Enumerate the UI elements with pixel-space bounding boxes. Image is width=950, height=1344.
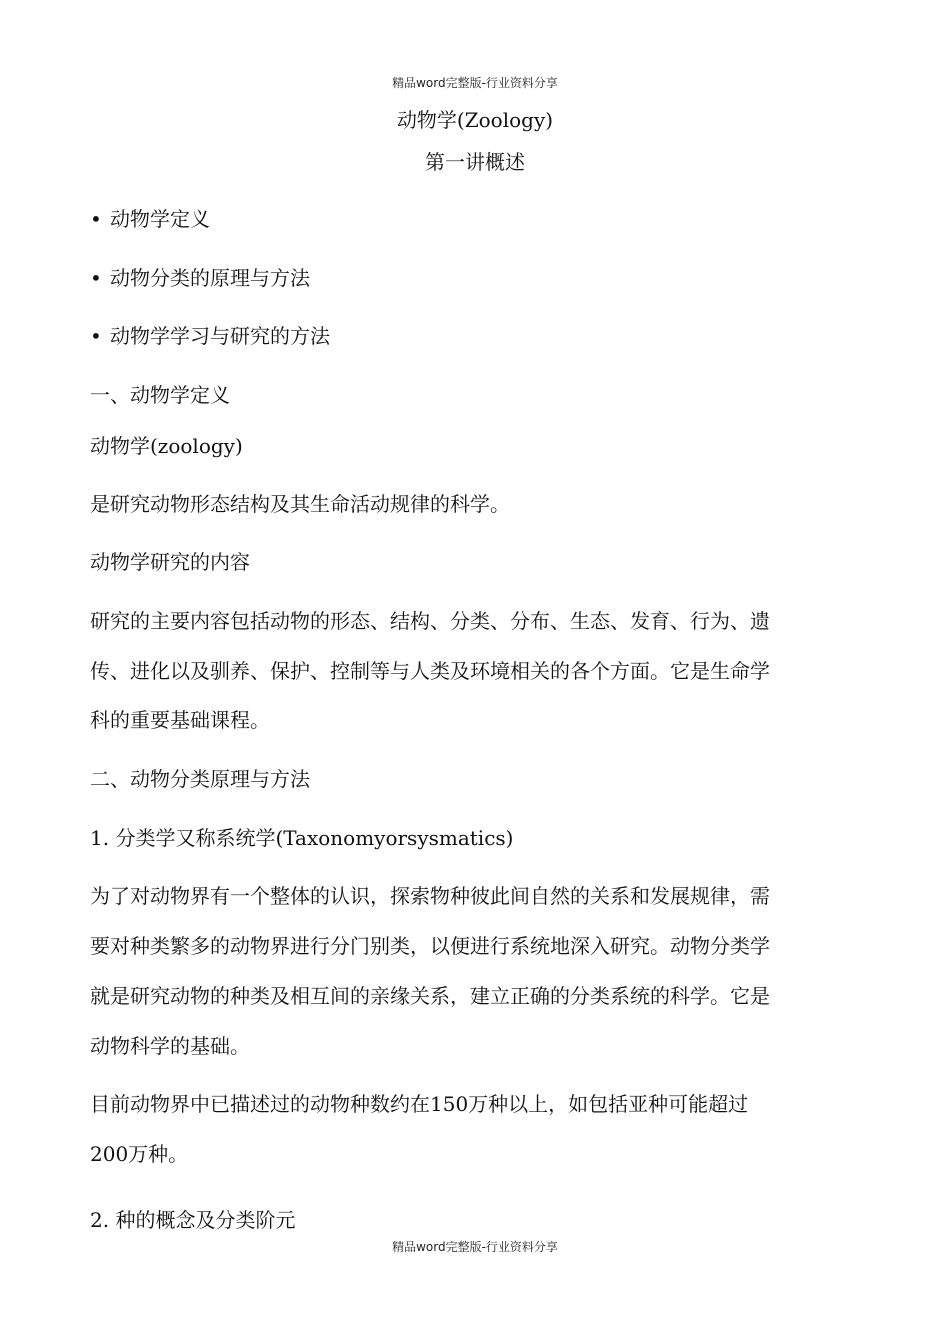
numbered-item: 1. 分类学又称系统学(Taxonomyorsysmatics) bbox=[90, 826, 514, 850]
paragraph-line: 动物科学的基础。 bbox=[90, 1034, 250, 1058]
paragraph-line: 200万种。 bbox=[90, 1142, 189, 1166]
subheading: 动物学研究的内容 bbox=[90, 550, 250, 574]
paragraph-line: 传、进化以及驯养、保护、控制等与人类及环境相关的各个方面。它是生命学 bbox=[90, 659, 770, 683]
bullet-text: 动物分类的原理与方法 bbox=[110, 266, 310, 290]
term-line: 动物学(zoology) bbox=[90, 434, 243, 458]
bullet-item bbox=[90, 262, 310, 291]
paragraph-line: 目前动物界中已描述过的动物种数约在150万种以上，如包括亚种可能超过 bbox=[90, 1092, 749, 1116]
paragraph-line: 研究的主要内容包括动物的形态、结构、分类、分布、生态、发育、行为、遗 bbox=[90, 609, 770, 633]
section-heading: 二、动物分类原理与方法 bbox=[90, 767, 310, 791]
lecture-title: 第一讲概述 bbox=[425, 150, 525, 174]
bullet-text: 动物学学习与研究的方法 bbox=[110, 324, 330, 348]
paragraph-line: 就是研究动物的种类及相互间的亲缘关系，建立正确的分类系统的科学。它是 bbox=[90, 984, 770, 1008]
paragraph-line: 要对种类繁多的动物界进行分门别类，以便进行系统地深入研究。动物分类学 bbox=[90, 934, 770, 958]
document-title: 动物学(Zoology) bbox=[396, 108, 554, 132]
page-footer: 精品word完整版-行业资料分享 bbox=[392, 1240, 558, 1254]
section-heading: 一、动物学定义 bbox=[90, 383, 230, 407]
bullet-text: 动物学定义 bbox=[110, 207, 210, 231]
bullet-item bbox=[90, 203, 210, 232]
definition-paragraph: 是研究动物形态结构及其生命活动规律的科学。 bbox=[90, 492, 510, 516]
bullet-marker: • bbox=[90, 207, 102, 231]
paragraph-line: 科的重要基础课程。 bbox=[90, 708, 270, 732]
page-header: 精品word完整版-行业资料分享 bbox=[392, 76, 558, 90]
paragraph-line: 为了对动物界有一个整体的认识，探索物种彼此间自然的关系和发展规律，需 bbox=[90, 884, 770, 908]
bullet-marker: • bbox=[90, 324, 102, 348]
bullet-item bbox=[90, 320, 330, 349]
bullet-marker: • bbox=[90, 266, 102, 290]
numbered-item: 2. 种的概念及分类阶元 bbox=[90, 1208, 296, 1232]
